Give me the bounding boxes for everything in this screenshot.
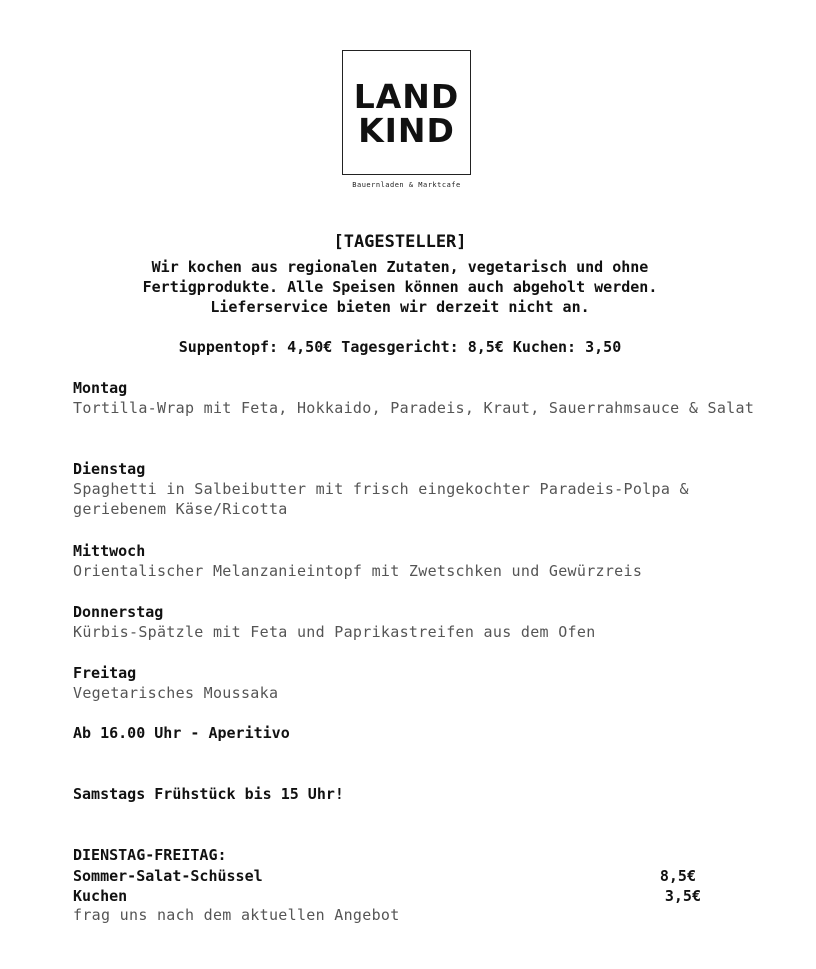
aperitivo-note: Ab 16.00 Uhr - Aperitivo (73, 724, 290, 742)
day-name: Freitag (73, 664, 137, 682)
day-monday (73, 378, 763, 418)
day-name: Montag (73, 379, 128, 397)
day-thursday (73, 602, 763, 642)
day-friday (73, 663, 763, 703)
day-dish: Kürbis-Spätzle mit Feta und Paprikastreifen aus dem Ofen (73, 623, 596, 641)
intro-line: Lieferservice bieten wir derzeit nicht an. (210, 298, 590, 316)
day-dish: Tortilla-Wrap mit Feta, Hokkaido, Paradeis, Kraut, Sauerrahmsauce & Salat (73, 399, 755, 417)
day-name: Mittwoch (73, 542, 146, 560)
logo-text-kind: KIND (358, 111, 455, 150)
special-item (73, 866, 703, 886)
day-dish: Orientalischer Melanzanieintopf mit Zwetschken und Gewürzreis (73, 562, 643, 580)
logo-subtitle: Bauernladen & Marktcafe (352, 181, 461, 189)
day-dish: Spaghetti in Salbeibutter mit frisch eingekochter Paradeis-Polpa & geriebenem Käse/Ricotta (73, 480, 689, 518)
price-overview: Suppentopf: 4,50€ Tagesgericht: 8,5€ Kuchen: 3,50 (178, 338, 622, 356)
special-item-label: Kuchen (73, 887, 128, 905)
day-tuesday (73, 459, 763, 519)
saturday-breakfast-note: Samstags Frühstück bis 15 Uhr! (73, 785, 344, 803)
intro-text (0, 257, 800, 317)
special-item-label: Sommer-Salat-Schüssel (73, 867, 263, 885)
day-name: Donnerstag (73, 603, 164, 621)
intro-line: Fertigprodukte. Alle Speisen können auch abgeholt werden. (142, 278, 658, 296)
day-dish: Vegetarisches Moussaka (73, 684, 279, 702)
special-note: frag uns nach dem aktuellen Angebot (73, 906, 400, 924)
day-name: Dienstag (73, 460, 146, 478)
logo-text-land: LAND (353, 77, 460, 116)
day-wednesday (73, 541, 763, 581)
landkind-logo (342, 50, 471, 175)
special-heading: DIENSTAG-FREITAG: (73, 846, 227, 864)
special-item-price: 8,5€ (659, 867, 696, 885)
page-title: [TAGESTELLER] (333, 232, 467, 252)
intro-line: Wir kochen aus regionalen Zutaten, vegetarisch und ohne (151, 258, 649, 276)
special-item (73, 886, 703, 906)
special-item-price: 3,5€ (664, 887, 701, 905)
